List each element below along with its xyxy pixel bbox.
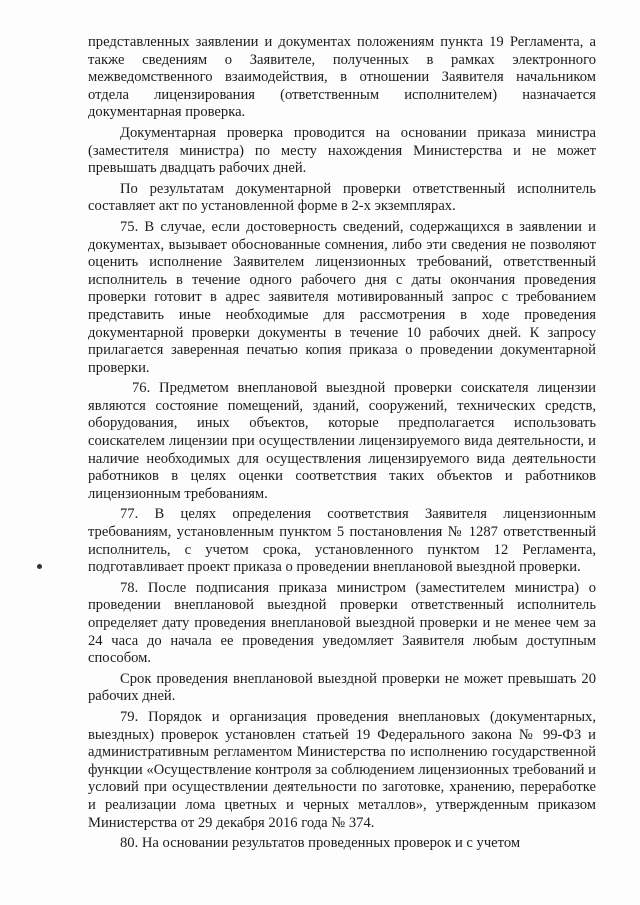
- paragraph-item-77: 77. В целях определения соответствия Заявителя лицензионным требованиям, установленным пунктом 5 постановления № 1287 ответственный исполнитель, с учетом срока, установленного пунктом 12 Регламента, подготавливает проект приказа о проведении внеплановой выездной проверки.: [88, 506, 596, 576]
- paragraph-item-75: 75. В случае, если достоверность сведений, содержащихся в заявлении и документах, вызывает обоснованные сомнения, либо эти сведения не позволяют оценить исполнение Заявителем лицензионных требований, ответственный исполнитель в течение одного рабочего дня с даты окончания проведения проверки готовит в адрес заявителя мотивированный запрос с требованием представить иные необходимые для рассмотрения в ходе проведения документарной проверки документы в течение 10 рабочих дней. К запросу прилагается заверенная печатью копия приказа о проведении документарной проверки.: [88, 218, 596, 376]
- paragraph-continuation: представленных заявлении и документах положениям пункта 19 Регламента, а также сведениям о Заявителе, полученных в рамках электронного межведомственного взаимодействия, в отношении Заявителя начальником отдела лицензирования (ответственным исполнителем) назначается документарная проверка.: [88, 34, 596, 121]
- paragraph-inspection-term: Срок проведения внеплановой выездной проверки не может превышать 20 рабочих дней.: [88, 670, 596, 705]
- paragraph-item-80: 80. На основании результатов проведенных проверок и с учетом: [120, 835, 521, 852]
- paragraph-item-76: 76. Предметом внеплановой выездной проверки соискателя лицензии являются состояние помещений, зданий, сооружений, технических средств, оборудования, иных объектов, которые предполагается использовать соискателем лицензии при осуществлении лицензируемого вида деятельности, и наличие необходимых для осуществления лицензируемого вида деятельности работников в целях оценки соответствия таких объектов и работников лицензионным требованиям.: [88, 380, 596, 502]
- paragraph-documentary-check: Документарная проверка проводится на основании приказа министра (заместителя министра) по месту нахождения Министерства и не может превышать двадцать рабочих дней.: [88, 124, 596, 177]
- paragraph-item-79: 79. Порядок и организация проведения внеплановых (документарных, выездных) проверок установлен статьей 19 Федерального закона № 99-ФЗ и административным регламентом Министерства по исполнению государственной функции «Осуществление контроля за соблюдением лицензионных требований и условий при осуществлении деятельности по заготовке, хранению, переработке и реализации лома цветных и черных металлов», утвержденным приказом Министерства от 29 декабря 2016 года № 374.: [88, 708, 596, 831]
- scan-dot-mark: [37, 564, 42, 569]
- paragraph-item-78: 78. После подписания приказа министром (заместителем министра) о проведении внеплановой выездной проверки ответственный исполнитель определяет дату проведения внеплановой выездной проверки и не менее чем за 24 часа до начала ее проведения уведомляет Заявителя любым доступным способом.: [88, 579, 596, 667]
- document-body: [88, 34, 596, 853]
- paragraph-check-results: По результатам документарной проверки ответственный исполнитель составляет акт по установленной форме в 2-х экземплярах.: [88, 180, 596, 215]
